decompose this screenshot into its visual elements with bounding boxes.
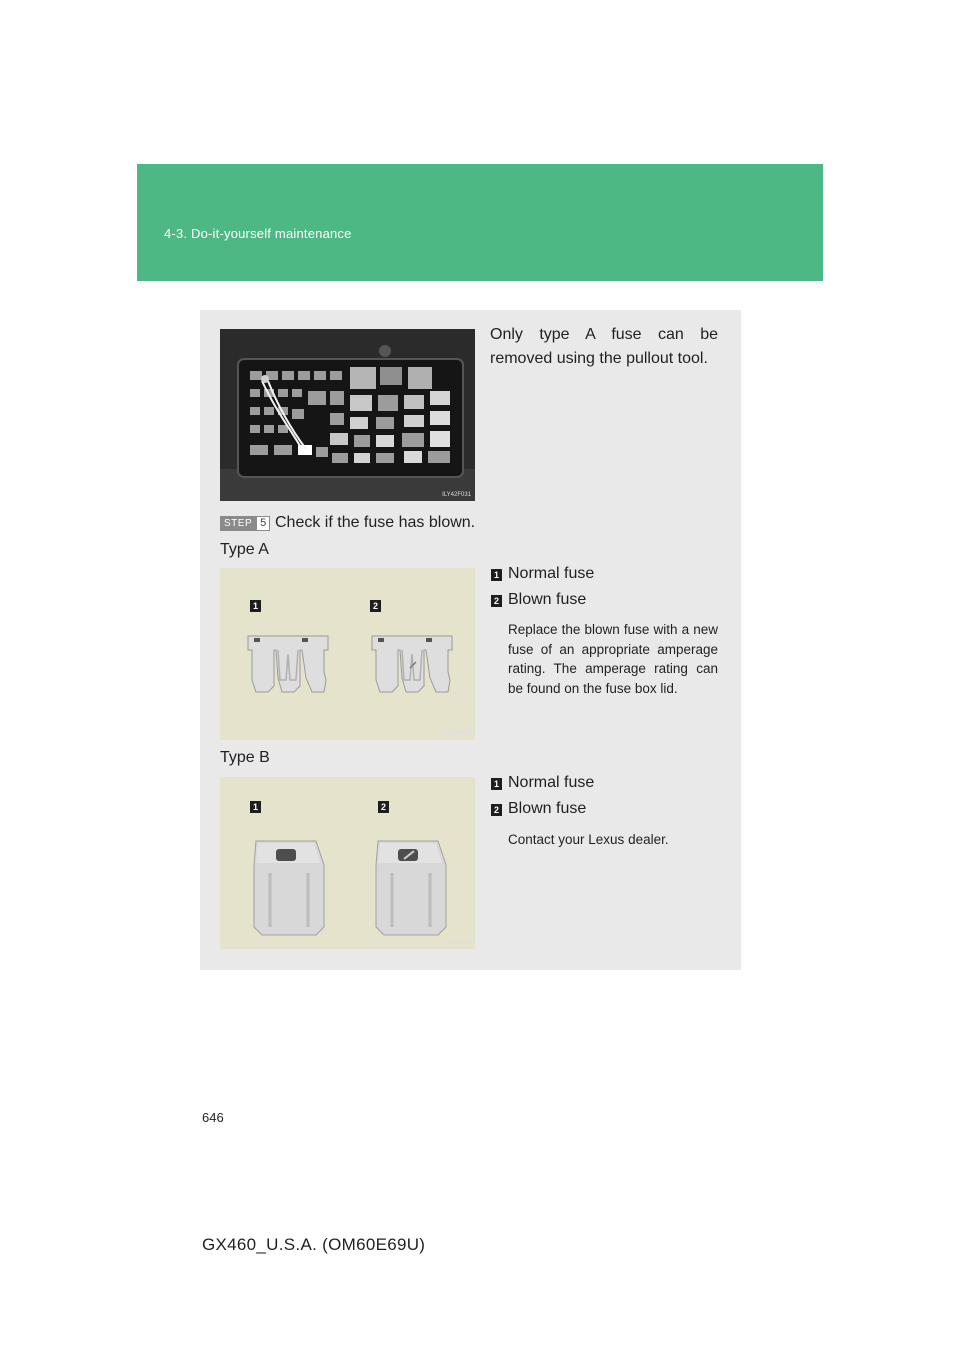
callout-2: 2 (378, 801, 389, 813)
step-number: 5 (256, 516, 270, 531)
type-a-normal-fuse: Normal fuse (508, 565, 595, 582)
item-number: 2 (491, 595, 502, 607)
item-number: 2 (491, 804, 502, 816)
callout-1: 1 (250, 600, 261, 612)
type-b-heading: Type B (220, 749, 270, 766)
image-code: ILY42F031 (442, 492, 471, 498)
step-text: Check if the fuse has blown. (275, 514, 476, 531)
type-a-heading: Type A (220, 541, 269, 558)
step-indicator (220, 516, 270, 531)
document-footer: GX460_U.S.A. (OM60E69U) (202, 1235, 426, 1254)
step-label: STEP (220, 516, 256, 531)
type-b-blown-fuse: Blown fuse (508, 800, 587, 817)
content-panel (200, 310, 741, 970)
type-b-fuse-illustration (220, 777, 475, 949)
pullout-note: Only type A fuse can be removed using the pullout tool. (490, 326, 718, 367)
type-a-fuses (220, 568, 475, 740)
item-number: 1 (491, 569, 502, 581)
page-number: 646 (202, 1110, 224, 1125)
callout-2: 2 (370, 600, 381, 612)
type-a-fuse-illustration (220, 568, 475, 740)
fuse-box-photo (220, 329, 475, 501)
fuse-box-illustration (220, 329, 475, 501)
type-a-note: Replace the blown fuse with a new fuse of an appropriate amperage rating. The amperage rating can be found on the fuse box lid. (508, 622, 718, 696)
type-a-blown-fuse: Blown fuse (508, 591, 587, 608)
section-title: 4-3. Do-it-yourself maintenance (164, 226, 352, 241)
section-header-bar (137, 164, 823, 281)
callout-1: 1 (250, 801, 261, 813)
image-code: ILY42F032 (442, 731, 471, 737)
item-number: 1 (491, 778, 502, 790)
image-code: ILY42F033 (442, 940, 471, 946)
type-b-normal-fuse: Normal fuse (508, 774, 595, 791)
type-b-note: Contact your Lexus dealer. (508, 832, 669, 847)
